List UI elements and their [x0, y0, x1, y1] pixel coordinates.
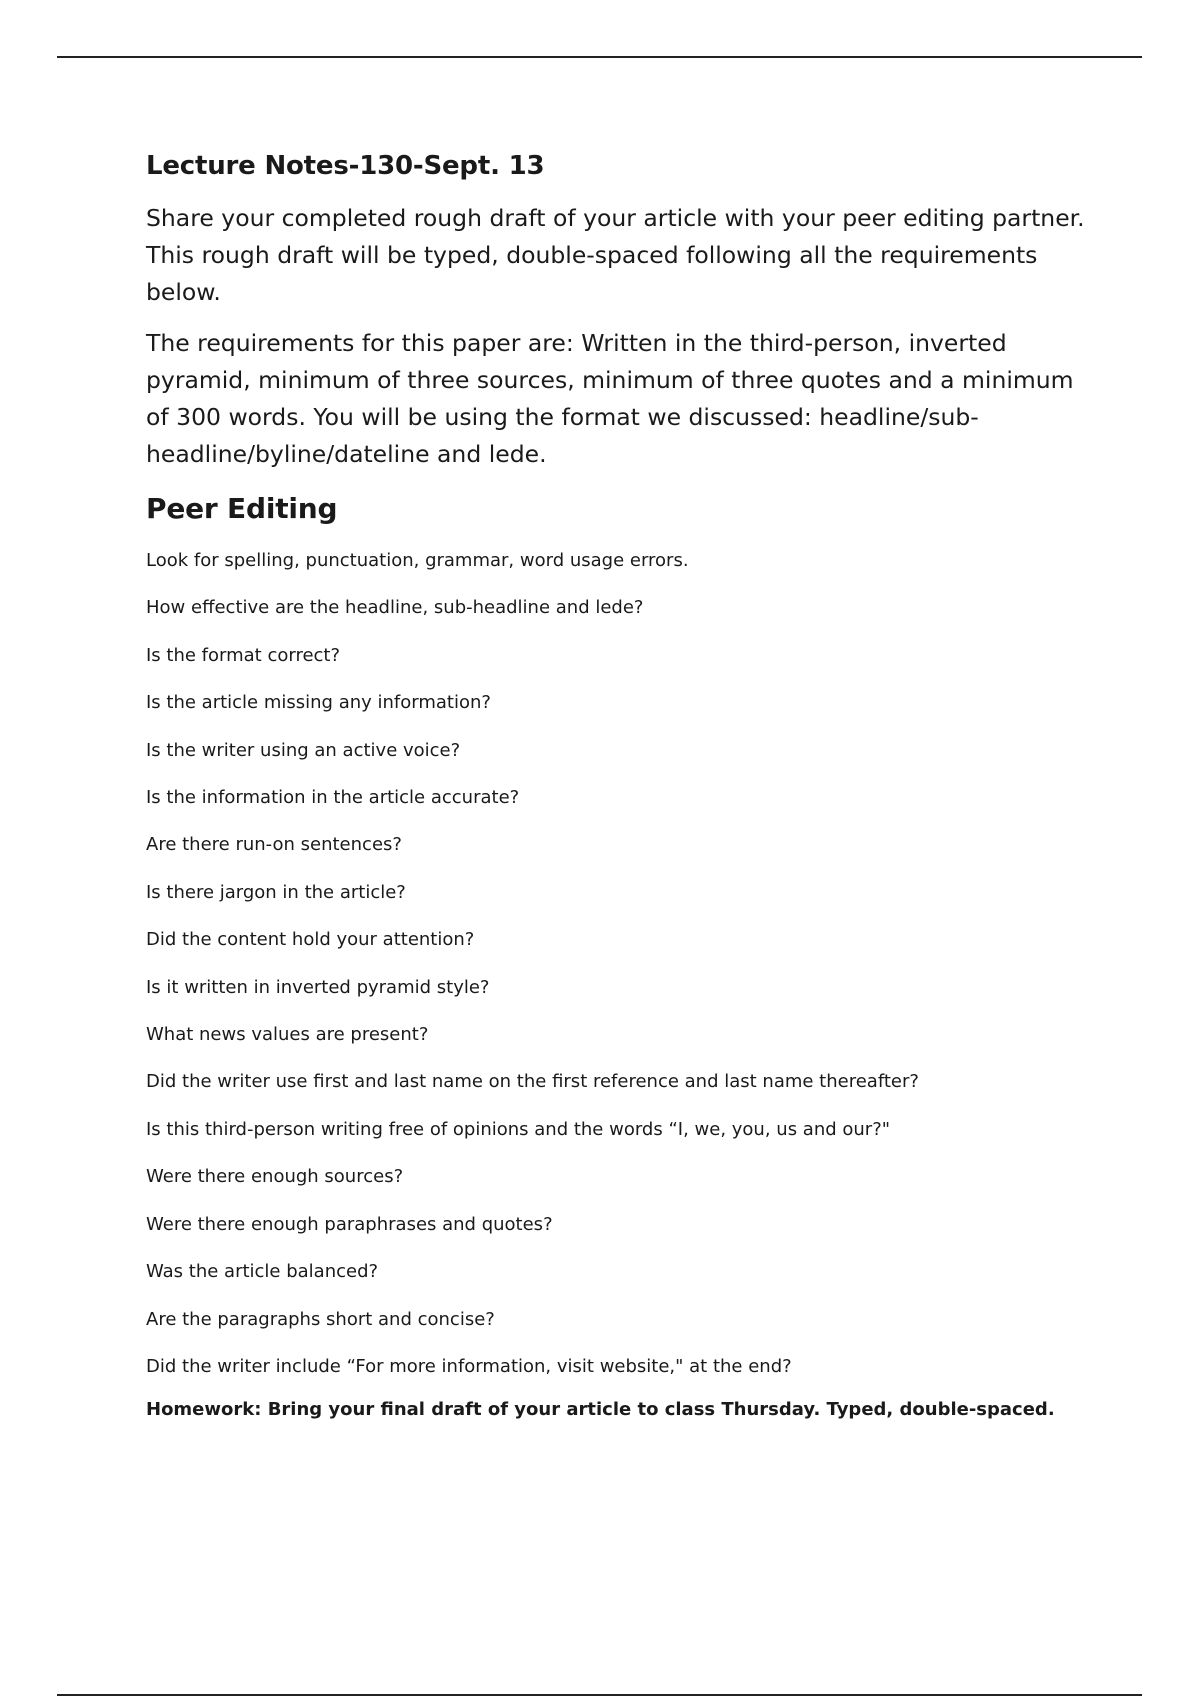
requirements-paragraph: The requirements for this paper are: Written in the third-person, inverted pyramid, minimum of three sources, minimum of three quotes and a minimum of 300 words. You will be using the format we discussed: headline/sub-headline/byline/dateline and lede. — [146, 329, 1074, 468]
homework-note: Homework: Bring your final draft of your article to class Thursday. Typed, double-spaced. — [146, 1399, 1055, 1421]
question-item: Is it written in inverted pyramid style? — [146, 976, 490, 998]
question-item: Were there enough sources? — [146, 1166, 404, 1188]
question-item: Did the writer include “For more information, visit website," at the end? — [146, 1355, 792, 1377]
question-item: Did the content hold your attention? — [146, 929, 475, 951]
footer-rule — [57, 1694, 1142, 1696]
question-item: Did the writer use first and last name on the first reference and last name thereafter? — [146, 1071, 919, 1093]
question-item: What news values are present? — [146, 1024, 429, 1046]
question-item: Are the paragraphs short and concise? — [146, 1308, 495, 1330]
question-item: Were there enough paraphrases and quotes? — [146, 1213, 553, 1235]
question-item: Is there jargon in the article? — [146, 881, 406, 903]
intro-paragraph: Share your completed rough draft of your article with your peer editing partner. This rough draft will be typed, double-spaced following all the requirements below. — [146, 204, 1085, 306]
question-item: Is this third-person writing free of opinions and the words “I, we, you, us and our?" — [146, 1118, 891, 1140]
peer-editing-heading: Peer Editing — [146, 492, 338, 525]
question-item: How effective are the headline, sub-headline and lede? — [146, 597, 644, 619]
question-item: Was the article balanced? — [146, 1261, 379, 1283]
document-body — [146, 146, 1096, 1430]
question-item: Is the article missing any information? — [146, 692, 491, 714]
page-title: Lecture Notes-130-Sept. 13 — [146, 151, 545, 181]
question-item: Is the information in the article accurate? — [146, 787, 520, 809]
peer-editing-question-list — [146, 537, 1096, 1390]
question-item: Are there run-on sentences? — [146, 834, 402, 856]
question-item: Look for spelling, punctuation, grammar, word usage errors. — [146, 550, 689, 571]
question-item: Is the format correct? — [146, 644, 341, 666]
header-rule — [57, 56, 1142, 58]
question-item: Is the writer using an active voice? — [146, 739, 461, 761]
